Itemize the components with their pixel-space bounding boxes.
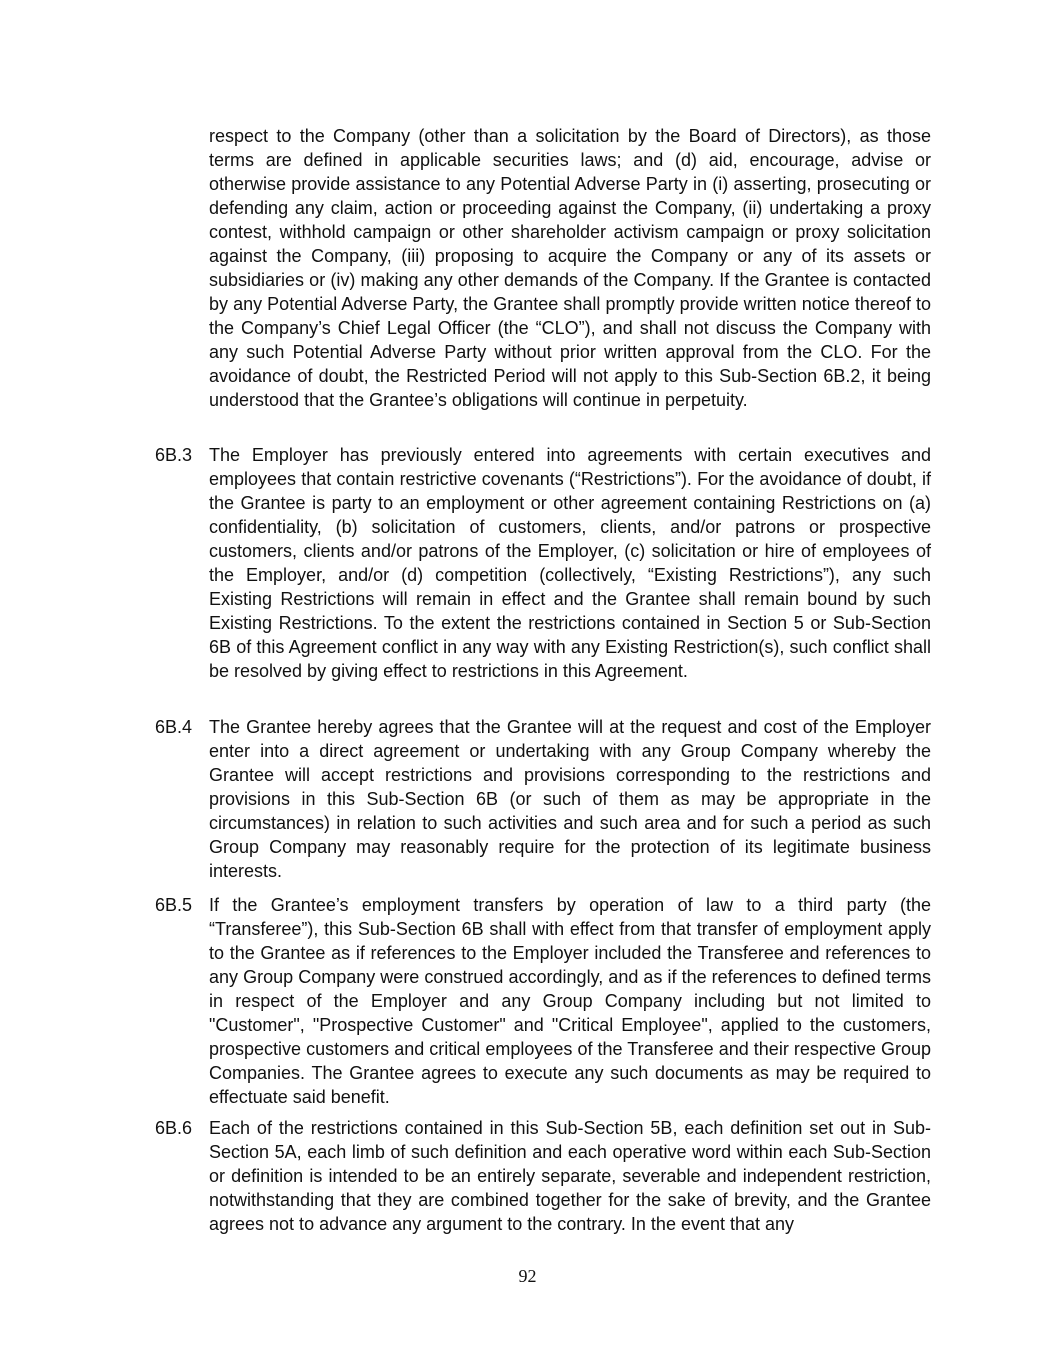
clause-text: The Employer has previously entered into agreements with certain executives and employees that contain restrictive covenants (“Restrictions”). For the avoidance of doubt, if the Grantee is party to an employment or other agreement containing Restrictions on (a) confidentiality, (b) solicitation of customers, clients, and/or patrons or prospective customers, clients and/or patrons of the Employer, (c) solicitation or hire of employees of the Employer, and/or (d) competition (collectively, “Existing Restrictions”), any such Existing Restrictions will remain in effect and the Grantee shall remain bound by such Existing Restrictions. To the extent the restrictions contained in Section 5 or Sub-Section 6B of this Agreement conflict in any way with any Existing Restriction(s), such conflict shall be resolved by giving effect to restrictions in this Agreement. <box>209 445 931 681</box>
continuation-paragraph: respect to the Company (other than a solicitation by the Board of Directors), as those terms are defined in applicable securities laws; and (d) aid, encourage, advise or otherwise provide assistance to any Potential Adverse Party in (i) asserting, prosecuting or defending any claim, action or proceeding against the Company, (ii) undertaking a proxy contest, withhold campaign or other shareholder activism campaign or proxy solicitation against the Company, (iii) proposing to acquire the Company or any of its assets or subsidiaries or (iv) making any other demands of the Company. If the Grantee is contacted by any Potential Adverse Party, the Grantee shall promptly provide written notice thereof to the Company’s Chief Legal Officer (the “CLO”), and shall not discuss the Company with any such Potential Adverse Party without prior written approval from the CLO. For the avoidance of doubt, the Restricted Period will not apply to this Sub-Section 6B.2, it being understood that the Grantee’s obligations will continue in perpetuity. <box>209 126 931 410</box>
page-number: 92 <box>518 1266 537 1286</box>
clause-number: 6B.5 <box>155 895 193 915</box>
clause-text: The Grantee hereby agrees that the Grantee will at the request and cost of the Employer enter into a direct agreement or undertaking with any Group Company whereby the Grantee will accept restrictions and provisions corresponding to the restrictions and provisions in this Sub-Section 6B (or such of them as may be appropriate in the circumstances) in relation to such activities and such area and for such a period as such Group Company may reasonably require for the protection of its legitimate business interests. <box>209 717 931 881</box>
clause-number: 6B.6 <box>155 1118 193 1138</box>
clause-number: 6B.4 <box>155 717 193 737</box>
clause-text: Each of the restrictions contained in this Sub-Section 5B, each definition set out in Sub-Section 5A, each limb of such definition and each operative word within each Sub-Section or definition is intended to be an entirely separate, severable and independent restriction, notwithstanding that they are combined together for the sake of brevity, and the Grantee agrees not to advance any argument to the contrary. In the event that any <box>209 1118 931 1234</box>
clause-text: If the Grantee’s employment transfers by operation of law to a third party (the “Transferee”), this Sub-Section 6B shall with effect from that transfer of employment apply to the Grantee as if references to the Employer included the Transferee and references to any Group Company were construed accordingly, and as if the references to defined terms in respect of the Employer and any Group Company including but not limited to "Customer", "Prospective Customer" and "Critical Employee", applied to the customers, prospective customers and critical employees of the Transferee and their respective Group Companies. The Grantee agrees to execute any such documents as may be required to effectuate said benefit. <box>209 895 931 1107</box>
clause-number: 6B.3 <box>155 445 193 465</box>
